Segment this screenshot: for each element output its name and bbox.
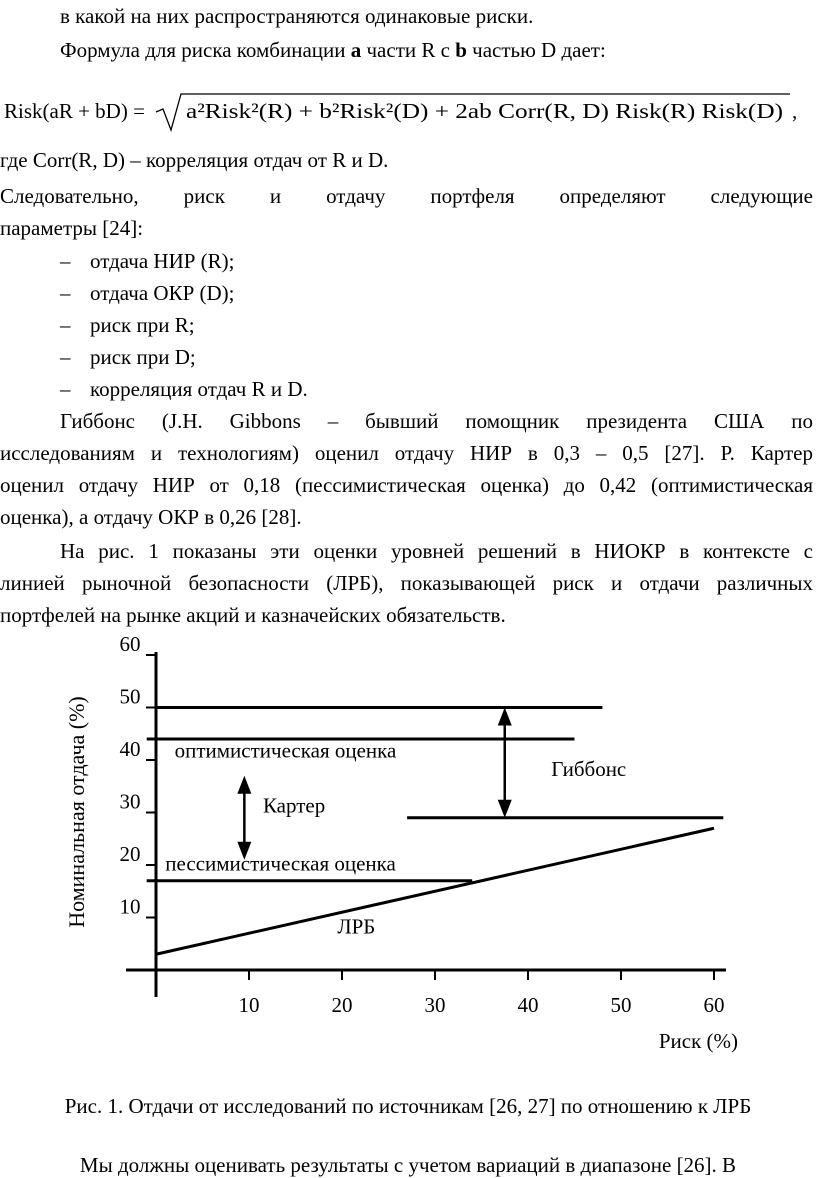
formula-intro-part: Формула для риска комбинации <box>60 38 351 62</box>
list-dash: – <box>60 313 71 337</box>
returns-chart <box>0 630 816 1070</box>
x-tick-label: 60 <box>703 993 725 1017</box>
y-tick-label: 50 <box>119 684 141 709</box>
formula-intro-bold-a: a <box>350 38 362 62</box>
x-tick-label: 30 <box>424 993 446 1017</box>
chart-annotation: ЛРБ <box>337 914 376 939</box>
list-item <box>60 347 196 368</box>
para2-line3: оценил отдачу НИР от 0,18 (пессимистическая оценка) до 0,42 (оптимистическая <box>0 473 813 497</box>
para3-line3: портфелей на рынке акций и казначейских обязательств. <box>0 603 506 627</box>
list-dash: – <box>60 345 71 369</box>
para3-line1: На рис. 1 показаны эти оценки уровней решений в НИОКР в контексте с <box>60 539 813 563</box>
list-item <box>60 315 195 336</box>
x-tick-label: 40 <box>517 993 539 1017</box>
formula-lhs: Risk(aR + bD) = <box>4 99 145 123</box>
para3-line2: линией рыночной безопасности (ЛРБ), показывающей риск и отдачи различных <box>0 571 813 595</box>
formula-intro-part: частью D дает: <box>466 38 606 62</box>
list-dash: – <box>60 377 71 401</box>
bottom-line: Мы должны оценивать результаты с учетом вариаций в диапазоне [26]. В <box>79 1153 737 1177</box>
para2-line1: Гиббонс (J.H. Gibbons – бывший помощник президента США по <box>60 409 813 433</box>
para1-line1: Следовательно, риск и отдачу портфеля определяют следующие <box>0 184 813 208</box>
arrow-head-up <box>498 708 512 726</box>
para2-line4: оценка), а отдачу ОКР в 0,26 [28]. <box>0 505 302 529</box>
list-item <box>60 283 235 304</box>
figure-caption: Рис. 1. Отдачи от исследований по источникам [26, 27] по отношению к ЛРБ <box>64 1094 752 1118</box>
chart-annotation: Гиббонс <box>551 756 627 781</box>
risk-formula <box>0 88 816 138</box>
list-item-text: корреляция отдач R и D. <box>90 377 308 401</box>
x-tick-label: 20 <box>331 993 353 1017</box>
text-line-top: в какой на них распространяются одинаковые риски. <box>60 4 534 28</box>
chart-annotation: пессимистическая оценка <box>165 851 396 876</box>
y-axis-label: Номинальная отдача (%) <box>64 696 89 928</box>
arrow-head-up <box>237 776 251 794</box>
para1-line2: параметры [24]: <box>0 216 144 240</box>
list-item-text: риск при D; <box>90 345 196 369</box>
x-axis-label: Риск (%) <box>658 1029 738 1053</box>
y-tick-label: 10 <box>119 894 141 919</box>
x-tick-label: 50 <box>610 993 632 1017</box>
list-item <box>60 379 308 400</box>
formula-intro <box>60 40 606 61</box>
list-item-text: риск при R; <box>90 313 195 337</box>
list-item <box>60 251 235 272</box>
formula-rhs: a²Risk²(R) + b²Risk²(D) + 2ab Corr(R, D) Risk(R) Risk(D) <box>186 99 783 123</box>
y-tick-label: 40 <box>119 737 141 761</box>
y-tick-label: 20 <box>119 842 141 866</box>
list-item-text: отдача ОКР (D); <box>90 281 235 305</box>
y-tick-label: 30 <box>119 789 141 814</box>
formula-intro-bold-b: b <box>455 38 467 62</box>
arrow-head-down <box>498 800 512 818</box>
list-item-text: отдача НИР (R); <box>90 249 235 273</box>
list-dash: – <box>60 249 71 273</box>
y-tick-label: 60 <box>119 632 141 656</box>
formula-comma: , <box>792 99 798 123</box>
list-dash: – <box>60 281 71 305</box>
chart-annotation: Картер <box>262 793 326 818</box>
para2-line2: исследованиям и технологиям) оценил отдачу НИР в 0,3 – 0,5 [27]. Р. Картер <box>0 441 813 465</box>
formula-intro-part: части R с <box>361 38 456 62</box>
x-tick-label: 10 <box>238 993 260 1017</box>
chart-annotation: оптимистическая оценка <box>174 738 397 763</box>
where-line: где Corr(R, D) – корреляция отдач от R и D. <box>0 148 389 172</box>
